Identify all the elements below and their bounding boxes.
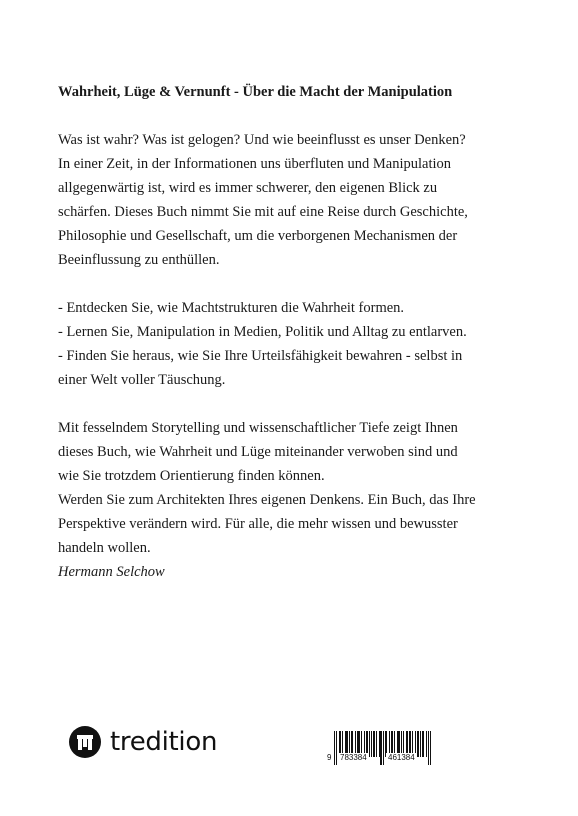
spacer xyxy=(58,272,528,296)
barcode-bar xyxy=(423,731,424,757)
barcode-bar xyxy=(376,731,377,757)
barcode-bar xyxy=(380,731,381,765)
paragraph-2-line: wie Sie trotzdem Orientierung finden können. xyxy=(58,468,325,484)
publisher-logo xyxy=(69,726,217,758)
barcode-bar xyxy=(336,731,337,765)
barcode-bar xyxy=(430,731,431,765)
bullet-line: - Lernen Sie, Manipulation in Medien, Politik und Alltag zu entlarven. xyxy=(58,324,467,340)
barcode-bar xyxy=(369,731,370,757)
barcode-bar xyxy=(418,731,419,757)
book-title: Wahrheit, Lüge & Vernunft - Über die Macht der Manipulation xyxy=(58,84,453,100)
barcode-bar xyxy=(383,731,384,765)
paragraph-1-line: Beeinflussung zu enthüllen. xyxy=(58,252,220,268)
barcode-bar xyxy=(371,731,372,757)
barcode-bar xyxy=(426,731,427,757)
barcode-right-group: 461384 xyxy=(388,753,415,762)
barcode-bar xyxy=(420,731,421,757)
barcode-bar xyxy=(381,731,382,765)
barcode-bar xyxy=(422,731,423,757)
bullet-line: - Finden Sie heraus, wie Sie Ihre Urteilsfähigkeit bewahren - selbst in xyxy=(58,348,463,364)
paragraph-2-line: Mit fesselndem Storytelling und wissenschaftlicher Tiefe zeigt Ihnen xyxy=(58,420,458,436)
isbn-barcode xyxy=(327,731,433,769)
paragraph-1-line: In einer Zeit, in der Informationen uns überfluten und Manipulation xyxy=(58,156,452,172)
bullet-line: - Entdecken Sie, wie Machtstrukturen die Wahrheit formen. xyxy=(58,300,405,316)
barcode-bar xyxy=(428,731,429,765)
barcode-left-group: 783384 xyxy=(340,753,367,762)
back-cover-text xyxy=(58,80,528,584)
barcode-bar xyxy=(379,731,380,757)
paragraph-2-line: handeln wollen. xyxy=(58,540,151,556)
paragraph-1-line: Was ist wahr? Was ist gelogen? Und wie beeinflusst es unser Denken? xyxy=(58,132,466,148)
author-name: Hermann Selchow xyxy=(58,564,165,580)
paragraph-1-line: schärfen. Dieses Buch nimmt Sie mit auf eine Reise durch Geschichte, xyxy=(58,204,468,220)
paragraph-1-line: allgegenwärtig ist, wird es immer schwerer, den eigenen Blick zu xyxy=(58,180,438,196)
spacer xyxy=(58,392,528,416)
paragraph-2-line: Perspektive verändern wird. Für alle, die mehr wissen und bewusster xyxy=(58,516,458,532)
barcode-first-digit: 9 xyxy=(327,753,332,762)
bullet-line: einer Welt voller Täuschung. xyxy=(58,372,226,388)
paragraph-1-line: Philosophie und Gesellschaft, um die verborgenen Mechanismen der xyxy=(58,228,458,244)
barcode-bar xyxy=(374,731,375,757)
tredition-t-mark-icon xyxy=(69,726,101,758)
publisher-name: tredition xyxy=(110,727,218,757)
barcode-bar xyxy=(417,731,418,757)
paragraph-2-line: dieses Buch, wie Wahrheit und Lüge miteinander verwoben sind und xyxy=(58,444,458,460)
paragraph-2-line: Werden Sie zum Architekten Ihres eigenen Denkens. Ein Buch, das Ihre xyxy=(58,492,476,508)
barcode-bar xyxy=(373,731,374,757)
spacer xyxy=(58,104,528,128)
barcode-bar xyxy=(334,731,335,765)
